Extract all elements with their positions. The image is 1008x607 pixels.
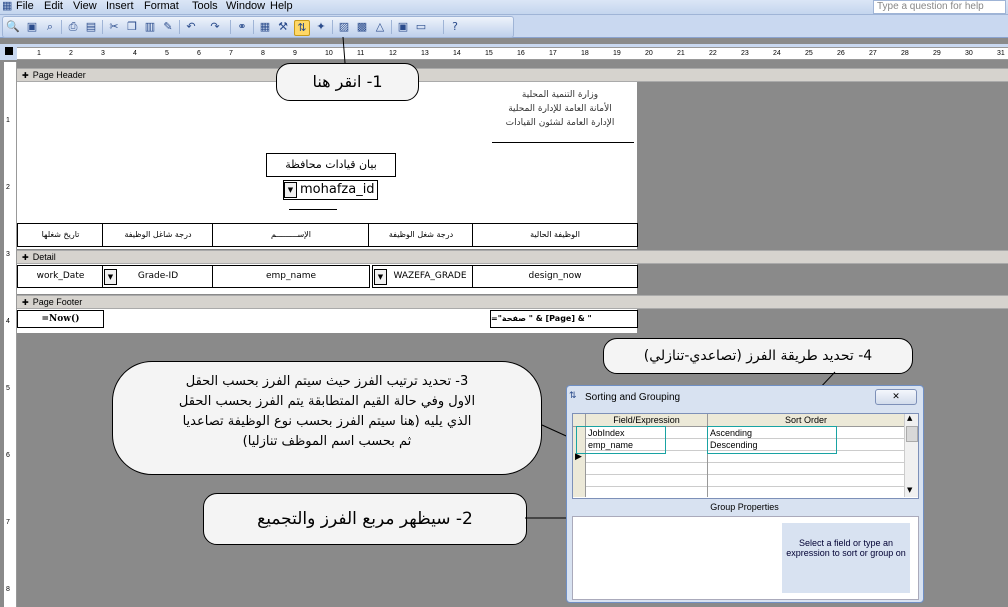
col-header-date[interactable]: تاريخ شغلها bbox=[17, 223, 104, 247]
connector-line bbox=[343, 37, 345, 63]
field-design-now[interactable]: design_now bbox=[472, 265, 638, 288]
dialog-title: Sorting and Grouping bbox=[585, 392, 681, 403]
build-icon[interactable]: △ bbox=[375, 20, 385, 33]
ruler-tick: 2 bbox=[69, 50, 73, 57]
ruler-tick: 17 bbox=[549, 50, 557, 57]
org-line-1: وزارة التنمية المحلية bbox=[521, 90, 599, 100]
scroll-down-icon[interactable]: ▼ bbox=[907, 486, 913, 494]
hyperlink-icon[interactable]: ⚭ bbox=[237, 20, 247, 33]
ruler-tick: 29 bbox=[933, 50, 941, 57]
vruler-tick: 3 bbox=[6, 251, 10, 258]
autoformat-icon[interactable]: ✦ bbox=[316, 20, 326, 33]
app-icon: ▦ bbox=[2, 0, 13, 12]
col-header-field: Field/Expression bbox=[586, 414, 708, 427]
ruler-tick: 18 bbox=[581, 50, 589, 57]
scroll-thumb[interactable] bbox=[906, 426, 918, 442]
callout-step-2: 2- سيظهر مربع الفرز والتجميع bbox=[203, 493, 527, 545]
paste-icon[interactable]: ▥ bbox=[144, 20, 156, 33]
sort-field-cell[interactable]: JobIndex bbox=[586, 427, 707, 439]
ruler-tick: 31 bbox=[997, 50, 1005, 57]
report-title-label[interactable]: بيان قيادات محافظة bbox=[266, 153, 396, 177]
sort-order-cell[interactable] bbox=[708, 475, 904, 487]
menu-window[interactable]: Window bbox=[226, 0, 266, 12]
highlight-order-column bbox=[707, 426, 837, 454]
sort-field-cell[interactable]: emp_name bbox=[586, 439, 707, 451]
menu-file[interactable]: File bbox=[16, 0, 34, 12]
section-label: Page Header bbox=[32, 70, 86, 80]
vruler-tick: 8 bbox=[6, 586, 10, 593]
cut-icon[interactable]: ✂ bbox=[109, 20, 119, 33]
view-icon[interactable]: 🔍 bbox=[6, 20, 20, 33]
ruler-tick: 5 bbox=[165, 50, 169, 57]
col-header-sort-order: Sort Order bbox=[708, 414, 905, 427]
group-properties-panel bbox=[572, 516, 919, 600]
ruler-tick: 26 bbox=[837, 50, 845, 57]
section-arrow-icon: ✚ bbox=[22, 71, 29, 80]
col-header-current-job[interactable]: الوظيفة الحالية bbox=[472, 223, 638, 247]
undo-icon[interactable]: ↶ bbox=[186, 20, 196, 33]
sorting-grouping-icon[interactable]: ⇅ bbox=[294, 20, 310, 36]
ruler-tick: 7 bbox=[229, 50, 233, 57]
field-page[interactable]: ="صفحة " & [Page] & " bbox=[490, 310, 638, 328]
ruler-tick: 8 bbox=[261, 50, 265, 57]
grid-scrollbar[interactable] bbox=[904, 414, 918, 497]
ruler-tick: 12 bbox=[389, 50, 397, 57]
ruler-tick: 6 bbox=[197, 50, 201, 57]
vruler-tick: 6 bbox=[6, 452, 10, 459]
menu-tools[interactable]: Tools bbox=[192, 0, 218, 12]
scroll-up-icon[interactable]: ▲ bbox=[907, 414, 913, 422]
ruler-tick: 27 bbox=[869, 50, 877, 57]
callout-step-3-line: الذي يليه (هنا سيتم الفرز بحسب نوع الوظيفة تصاعديا bbox=[182, 414, 472, 429]
toolbox-icon[interactable]: ⚒ bbox=[278, 20, 288, 33]
callout-step-4: 4- تحديد طريقة الفرز (تصاعدي-تنازلي) bbox=[603, 338, 913, 374]
ruler-tick: 19 bbox=[613, 50, 621, 57]
properties-icon[interactable]: ▩ bbox=[356, 20, 368, 33]
ruler-tick: 22 bbox=[709, 50, 717, 57]
section-label: Detail bbox=[32, 252, 56, 262]
menu-insert[interactable]: Insert bbox=[106, 0, 134, 12]
vruler-tick: 1 bbox=[6, 117, 10, 124]
new-object-icon[interactable]: ▭ bbox=[415, 20, 427, 33]
col-header-grade[interactable]: درجة شغل الوظيفة bbox=[368, 223, 474, 247]
ruler-tick: 15 bbox=[485, 50, 493, 57]
section-label: Page Footer bbox=[32, 297, 83, 307]
database-window-icon[interactable]: ▣ bbox=[397, 20, 409, 33]
print-preview-icon[interactable]: ▤ bbox=[85, 20, 97, 33]
row-pointer-icon: ▶ bbox=[575, 452, 582, 462]
copy-icon[interactable]: ❐ bbox=[127, 20, 137, 33]
sort-field-cell[interactable] bbox=[586, 463, 707, 475]
ruler-tick: 20 bbox=[645, 50, 653, 57]
menu-edit[interactable]: Edit bbox=[44, 0, 63, 12]
ruler-tick: 25 bbox=[805, 50, 813, 57]
search-icon[interactable]: ⌕ bbox=[46, 20, 54, 33]
ruler-tick: 4 bbox=[133, 50, 137, 57]
grade-id-label: Grade-ID bbox=[137, 271, 179, 281]
code-icon[interactable]: ▨ bbox=[338, 20, 350, 33]
section-arrow-icon: ✚ bbox=[22, 298, 29, 307]
dropdown-arrow-icon[interactable]: ▼ bbox=[104, 269, 117, 285]
dropdown-arrow-icon[interactable]: ▼ bbox=[284, 182, 297, 198]
org-line-3: الإدارة العامة لشئون القيادات bbox=[505, 118, 615, 128]
col-header-holder-grade[interactable]: درجة شاغل الوظيفة bbox=[102, 223, 214, 247]
mohafza-field-label: mohafza_id bbox=[300, 182, 375, 197]
menu-help[interactable]: Help bbox=[270, 0, 293, 12]
sort-grid bbox=[572, 413, 919, 499]
help-search-input[interactable]: Type a question for help bbox=[873, 0, 1006, 14]
wazefa-grade-label: WAZEFA_GRADE bbox=[393, 271, 467, 281]
field-now[interactable]: =Now() bbox=[17, 310, 104, 328]
format-painter-icon[interactable]: ✎ bbox=[163, 20, 173, 33]
ruler-tick: 16 bbox=[517, 50, 525, 57]
help-text: Select a field or type an expression to sort or group on bbox=[782, 523, 910, 593]
callout-step-3-line: 3- تحديد ترتيب الفرز حيث سيتم الفرز بحسب الحقل bbox=[185, 374, 469, 389]
ruler-tick: 10 bbox=[325, 50, 333, 57]
field-work-date[interactable]: work_Date bbox=[17, 265, 104, 288]
ruler-tick: 30 bbox=[965, 50, 973, 57]
ruler-tick: 11 bbox=[357, 50, 365, 57]
menu-format[interactable]: Format bbox=[144, 0, 179, 12]
sort-order-cell[interactable] bbox=[708, 463, 904, 475]
help-icon[interactable]: ? bbox=[452, 20, 458, 33]
sorting-grouping-dialog bbox=[566, 385, 924, 603]
callout-step-1: 1- انقر هنا bbox=[276, 63, 419, 101]
ruler-tick: 23 bbox=[741, 50, 749, 57]
col-header-name[interactable]: الإســـــــــم bbox=[212, 223, 370, 247]
callout-step-3-line: الاول وفي حالة القيم المتطابقة يتم الفرز بحسب الحقل bbox=[178, 394, 476, 409]
section-arrow-icon: ✚ bbox=[22, 253, 29, 262]
vruler-tick: 7 bbox=[6, 519, 10, 526]
group-properties-label: Group Properties bbox=[710, 502, 779, 512]
menu-view[interactable]: View bbox=[73, 0, 97, 12]
field-emp-name[interactable]: emp_name bbox=[212, 265, 370, 288]
print-icon[interactable]: ⎙ bbox=[68, 20, 78, 33]
ruler-tick: 24 bbox=[773, 50, 781, 57]
ruler-tick: 13 bbox=[421, 50, 429, 57]
vruler-tick: 5 bbox=[6, 385, 10, 392]
vruler-tick: 4 bbox=[6, 318, 10, 325]
highlight-field-column bbox=[576, 426, 666, 454]
sort-order-cell[interactable]: Descending bbox=[708, 439, 904, 451]
save-icon[interactable]: ▣ bbox=[26, 20, 38, 33]
ruler-tick: 14 bbox=[453, 50, 461, 57]
sort-field-cell[interactable] bbox=[586, 475, 707, 487]
dropdown-arrow-icon[interactable]: ▼ bbox=[374, 269, 387, 285]
org-line-2: الأمانة العامة للإدارة المحلية bbox=[508, 104, 612, 114]
sorting-grouping-icon: ⇅ bbox=[569, 391, 577, 401]
ruler-tick: 28 bbox=[901, 50, 909, 57]
ruler-tick: 9 bbox=[293, 50, 297, 57]
field-list-icon[interactable]: ▦ bbox=[259, 20, 271, 33]
ruler-tick: 21 bbox=[677, 50, 685, 57]
vruler-tick: 2 bbox=[6, 184, 10, 191]
ruler-tick: 3 bbox=[101, 50, 105, 57]
redo-icon[interactable]: ↷ bbox=[210, 20, 220, 33]
close-button[interactable]: ✕ bbox=[875, 389, 917, 405]
ruler-tick: 1 bbox=[37, 50, 41, 57]
sort-order-cell[interactable]: Ascending bbox=[708, 427, 904, 439]
callout-step-3-line: ثم بحسب اسم الموظف تنازليا) bbox=[242, 434, 412, 449]
